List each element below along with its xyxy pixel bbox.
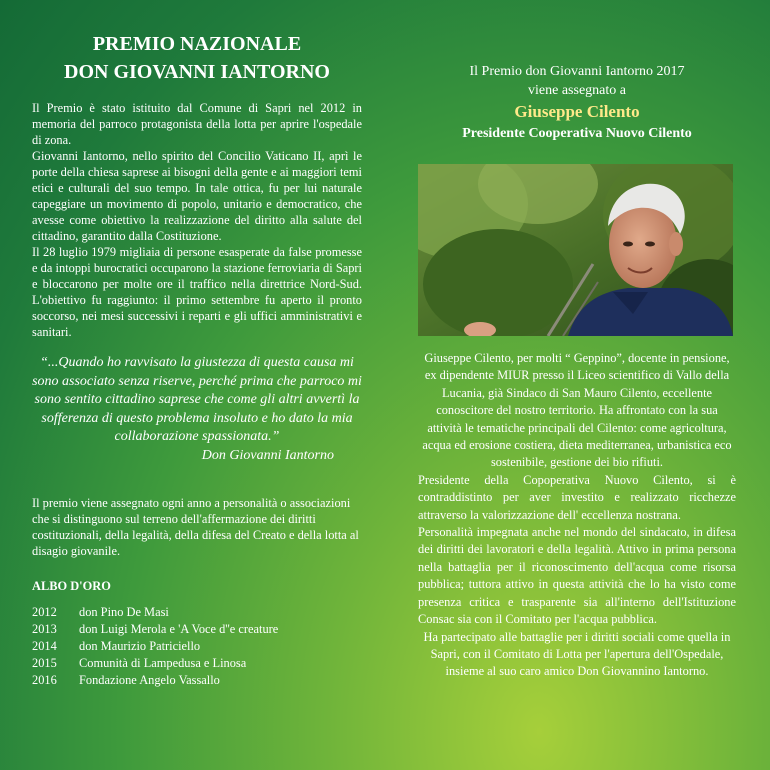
event-paragraph: Il 28 luglio 1979 migliaia di persone esasperate da false promesse e da intoppi burocratici occuparono la stazione ferroviaria di Sapri e bloccarono per molte ore il traffico nella direttrice Nord-Sud. L'obiettivo fu raggiunto: il primo settembre fu aperto il pronto soccorso, nei mesi successivi i reparti e gli uffici amministrativi e sanitari. <box>32 245 362 339</box>
quote-author: Don Giovanni Iantorno <box>201 447 334 463</box>
intro-paragraph: Il Premio è stato istituito dal Comune di Sapri nel 2012 in memoria del parroco protagonista della lotta per aprire l'ospedale di zona. <box>32 101 362 147</box>
bio-paragraph-3: Personalità impegnata anche nel mondo del sindacato, in difesa dei diritti dei lavoratori e della legalità. Attivo in prima persona nella battaglia per il riconoscimento dell'acqua come risorsa pubblica; tuttora attivo in questa attività che lo ha visto come presenza critica e trasparente sia all'interno dell'Istituzione Consac sia con il Comitato per l'acqua pubblica. <box>418 525 736 627</box>
winner-biography <box>418 350 736 681</box>
quote-text: “...Quando ho ravvisato la giustezza di questa causa mi sono associato senza riserve, perché prima che parroco mi sono sentito cittadino saprese che come gli altri avvertì la sofferenza di questo problema insoluto e ho dato la mia collaborazione spassionata.” <box>32 355 362 444</box>
albo-year: 2012 <box>32 605 57 619</box>
winner-role: Presidente Cooperativa Nuovo Cilento <box>462 126 692 141</box>
title-line-1: PREMIO NAZIONALE <box>92 33 302 55</box>
albo-year: 2015 <box>32 656 57 670</box>
bio-paragraph-4: Ha partecipato alle battaglie per i diritti sociali come quella in Sapri, con il Comitato di Lotta per l'apertura dell'Ospedale, insieme al suo caro amico Don Giovannino Iantorno. <box>423 629 731 679</box>
albo-winner: don Maurizio Patriciello <box>79 639 201 653</box>
albo-winner: don Luigi Merola e 'A Voce d''e creature <box>79 622 279 636</box>
assigned-to-line: viene assegnato a <box>528 83 626 98</box>
bio-paragraph-1: Giuseppe Cilento, per molti “ Geppino”, docente in pensione, ex dipendente MIUR presso il Liceo scientifico di Vallo della Lucania, già Sindaco di San Mauro Cilento, eccellente conoscitore del nostro territorio. Ha affrontato con la sua attività le tematiche principali del Cilento: come agricoltura, acqua ed erosione costiera, dieta mediterranea, urbanistica eco sostenibile, gestione dei bio rifiuti. <box>422 351 732 470</box>
albo-year: 2016 <box>32 673 57 687</box>
albo-row <box>32 655 362 672</box>
award-year-line: Il Premio don Giovanni Iantorno 2017 <box>469 64 685 79</box>
page-title <box>32 30 362 86</box>
bio-paragraph-2: Presidente della Copoperativa Nuovo Cilento, si è contraddistinto per aver investito e realizzato ricchezze attraverso la valorizzazione dell' eccellenza nostrana. <box>418 472 736 522</box>
albo-winner: Fondazione Angelo Vassallo <box>79 673 220 687</box>
albo-winner: don Pino De Masi <box>79 605 169 619</box>
right-header <box>418 62 736 143</box>
left-column <box>32 30 362 689</box>
history-paragraph: Giovanni Iantorno, nello spirito del Concilio Vaticano II, aprì le porte della chiesa saprese ai bisogni della gente e ai maggiori temi etici e culturali del suo tempo. In tale ottica, fu per lui naturale capeggiare un movimento di popolo, unitario e democratico, che avesse come obiettivo la realizzazione del diritto alla salute del cittadino, garantito dalla Costituzione. <box>32 149 362 243</box>
winner-name: Giuseppe Cilento <box>514 102 640 121</box>
title-line-2: DON GIOVANNI IANTORNO <box>64 61 330 83</box>
albo-winner: Comunità di Lampedusa e Linosa <box>79 656 247 670</box>
albo-doro-heading: ALBO D'ORO <box>32 579 111 593</box>
albo-doro-list <box>32 604 362 689</box>
albo-row <box>32 621 362 638</box>
award-criteria-paragraph: Il premio viene assegnato ogni anno a personalità o associazioni che si distinguono sul terreno dell'affermazione dei diritti costituzionali, della legalità, della difesa del Creato e della lotta al disagio giovanile. <box>32 496 359 558</box>
albo-year: 2014 <box>32 639 57 653</box>
winner-photo <box>418 164 733 336</box>
albo-row <box>32 672 362 689</box>
albo-year: 2013 <box>32 622 57 636</box>
albo-row <box>32 638 362 655</box>
albo-row <box>32 604 362 621</box>
